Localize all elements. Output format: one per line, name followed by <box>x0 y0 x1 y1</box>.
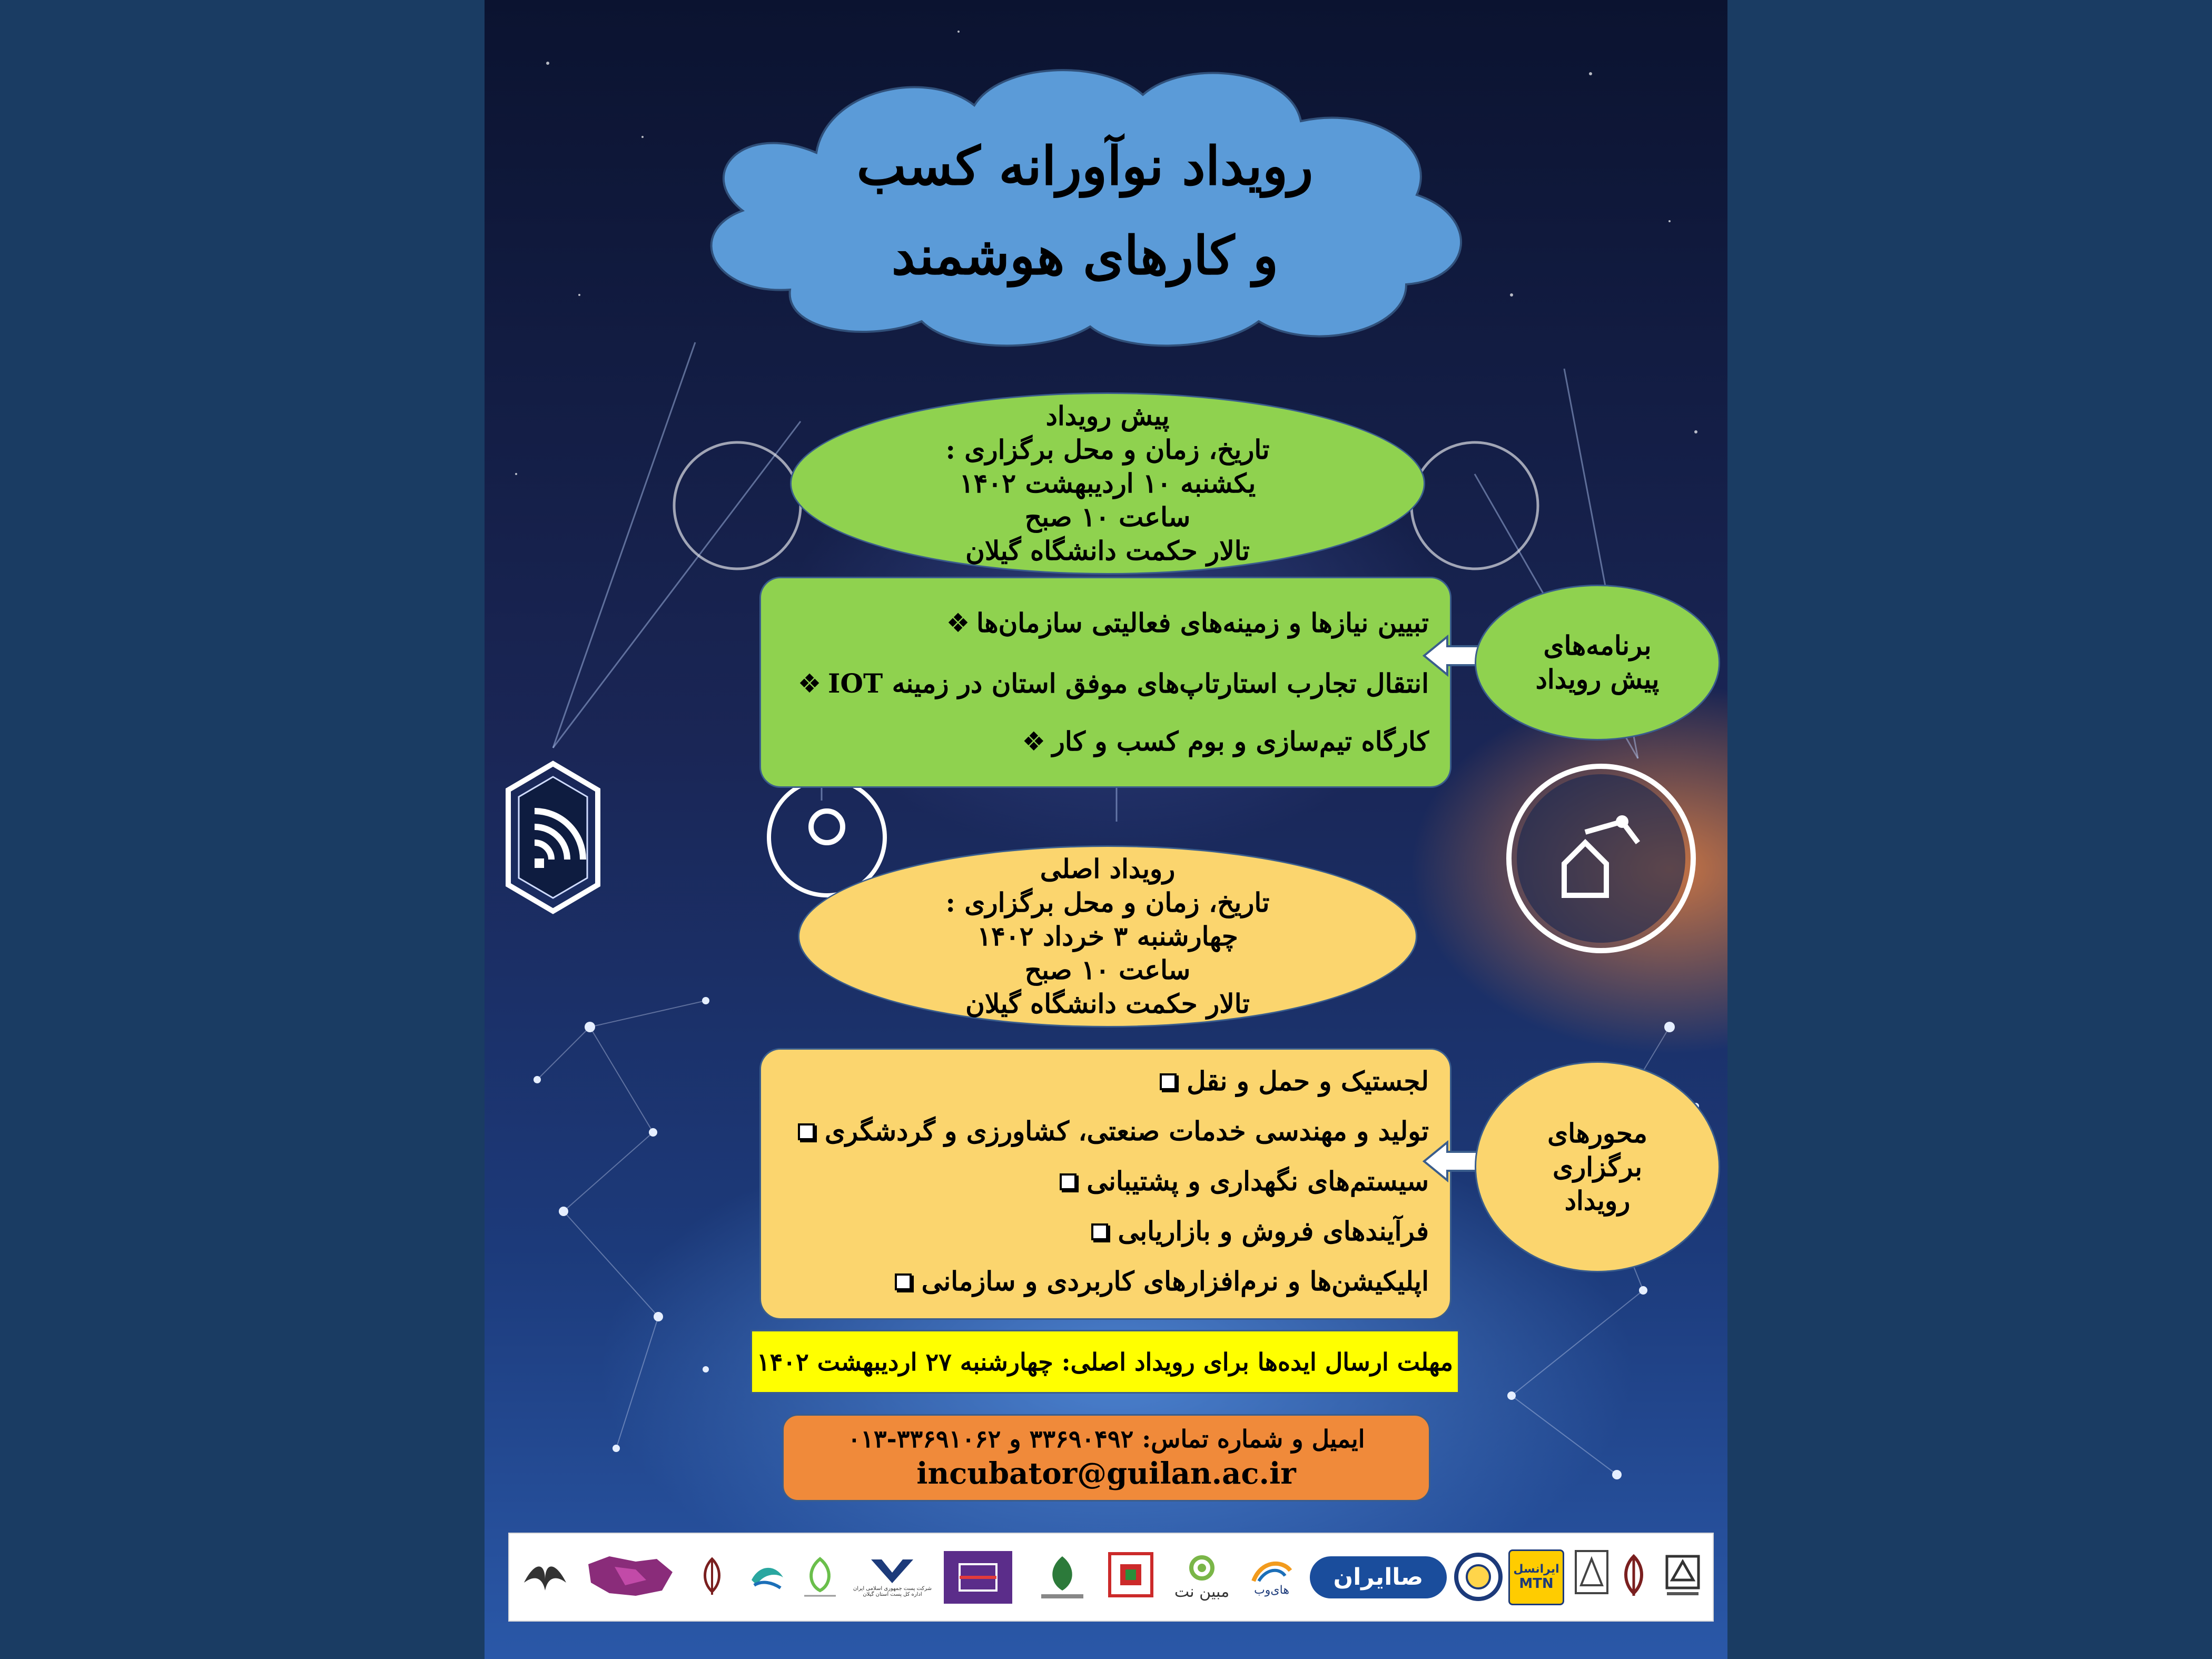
pre-event-heading: پیش رویداد <box>1045 400 1170 431</box>
main-event-info <box>798 845 1417 1028</box>
event-title <box>679 121 1490 300</box>
pre-event-programs-box <box>759 577 1451 788</box>
topic-item-text: فرآیندهای فروش و بازاریابی <box>1118 1216 1429 1247</box>
checkbox-bullet-icon <box>1050 1166 1087 1197</box>
main-event-date: چهارشنبه ۳ خرداد ۱۴۰۲ <box>977 921 1238 952</box>
mtn-label: MTN <box>1519 1576 1554 1592</box>
mobinnet-label: مبین نت <box>1174 1582 1230 1601</box>
diamond-bullet-icon: ❖ <box>946 607 970 638</box>
title-cloud <box>679 58 1490 353</box>
main-event-info-label: تاریخ، زمان و محل برگزاری : <box>945 887 1270 918</box>
lock-circle-icon <box>769 779 885 895</box>
sponsor-logos-strip <box>508 1533 1714 1622</box>
hexagon-wifi-icon <box>508 764 598 911</box>
red-crescent-logo <box>1102 1547 1160 1607</box>
shatel-logo <box>1239 1547 1305 1607</box>
robot-arm-circle-icon <box>1509 766 1693 951</box>
park-logo <box>1571 1547 1613 1607</box>
list-item <box>1150 1065 1429 1097</box>
diamond-bullet-icon: ❖ <box>797 668 822 699</box>
main-topics-label <box>1475 1061 1720 1272</box>
contact-phone: ایمیل و شماره تماس: ۳۳۶۹۰۴۹۲ و ۳۳۶۹۱۰۶۲-۰۱۳ <box>847 1425 1365 1453</box>
pre-event-time: ساعت ۱۰ صبح <box>1024 501 1191 532</box>
main-event-heading: رویداد اصلی <box>1040 853 1176 884</box>
list-item <box>940 607 1429 638</box>
checkbox-bullet-icon <box>885 1266 922 1297</box>
sairan-label: صاایران <box>1333 1564 1424 1591</box>
guilan-university-logo <box>1660 1547 1705 1607</box>
iran-emblem-small-logo <box>688 1547 736 1607</box>
iran-post-logo <box>849 1547 936 1607</box>
program-item-text: انتقال تجارب استارتاپ‌های موفق استان در زمینه IOT <box>828 668 1429 699</box>
science-park-logo <box>941 1547 1015 1607</box>
program-item-text: تبیین نیازها و زمینه‌های فعالیتی سازمان‌ها <box>976 607 1429 638</box>
main-topics-label-line3: رویداد <box>1564 1184 1631 1216</box>
program-item-text: کارگاه تیم‌سازی و بوم کسب و کار <box>1052 726 1429 757</box>
event-poster <box>485 0 1727 1659</box>
list-item <box>791 668 1429 699</box>
list-item <box>1050 1166 1429 1197</box>
pre-event-date: یکشنبه ۱۰ اردیبهشت ۱۴۰۲ <box>959 468 1256 499</box>
pre-event-info <box>790 392 1425 575</box>
list-item <box>788 1115 1429 1147</box>
event-title-line2: و کارهای هوشمند <box>891 224 1279 287</box>
wings-logo <box>517 1547 572 1607</box>
sairan-logo <box>1307 1547 1449 1607</box>
event-title-line1: رویداد نوآورانه کسب <box>856 135 1314 197</box>
teal-bird-logo <box>741 1547 794 1607</box>
organization-leaf-logo <box>1028 1547 1097 1607</box>
contact-email[interactable]: incubator@guilan.ac.ir <box>916 1456 1296 1491</box>
topic-item-text: سیستم‌های نگهداری و پشتیبانی <box>1087 1166 1429 1197</box>
contact-box <box>782 1414 1430 1502</box>
pre-programs-label-line2: پیش رویداد <box>1535 664 1660 695</box>
pre-programs-label-line1: برنامه‌های <box>1543 630 1652 661</box>
irancell-label: ایرانسل <box>1513 1563 1559 1576</box>
topic-item-text: اپلیکیشن‌ها و نرم‌افزارهای کاربردی و سازمانی <box>921 1266 1429 1297</box>
green-leaf-logo <box>796 1547 844 1607</box>
post-company-label: شرکت پست جمهوری اسلامی ایران <box>853 1586 932 1592</box>
main-event-time: ساعت ۱۰ صبح <box>1024 954 1191 985</box>
post-office-label: اداره کل پست استان گیلان <box>863 1592 922 1597</box>
diamond-bullet-icon: ❖ <box>1022 726 1046 757</box>
irancell-mtn-logo <box>1507 1547 1565 1607</box>
topic-item-text: تولید و مهندسی خدمات صنعتی، کشاورزی و گردشگری <box>824 1115 1429 1147</box>
pre-event-info-label: تاریخ، زمان و محل برگزاری : <box>945 434 1270 465</box>
round-seal-logo <box>1452 1547 1505 1607</box>
guilan-province-map-logo <box>575 1547 686 1607</box>
iran-emblem-logo <box>1613 1547 1655 1607</box>
list-item <box>1081 1216 1429 1247</box>
shatel-label: های‌وب <box>1254 1584 1289 1597</box>
checkbox-bullet-icon <box>1150 1066 1187 1097</box>
checkbox-bullet-icon <box>1081 1216 1118 1247</box>
pre-event-venue: تالار حکمت دانشگاه گیلان <box>965 535 1250 566</box>
topic-item-text: لجستیک و حمل و نقل <box>1187 1065 1429 1097</box>
main-topics-box <box>759 1048 1451 1320</box>
main-topics-label-line1: محورهای <box>1547 1117 1647 1149</box>
deadline-banner <box>750 1330 1459 1394</box>
deadline-text: مهلت ارسال ایده‌ها برای رویداد اصلی: چهارشنبه ۲۷ اردیبهشت ۱۴۰۲ <box>756 1347 1454 1376</box>
pre-programs-label <box>1475 585 1720 740</box>
list-item <box>1015 726 1429 757</box>
checkbox-bullet-icon <box>788 1116 825 1147</box>
mobinnet-logo <box>1168 1547 1236 1607</box>
list-item <box>885 1266 1429 1297</box>
main-topics-label-line2: برگزاری <box>1552 1151 1643 1182</box>
main-event-venue: تالار حکمت دانشگاه گیلان <box>965 988 1250 1019</box>
